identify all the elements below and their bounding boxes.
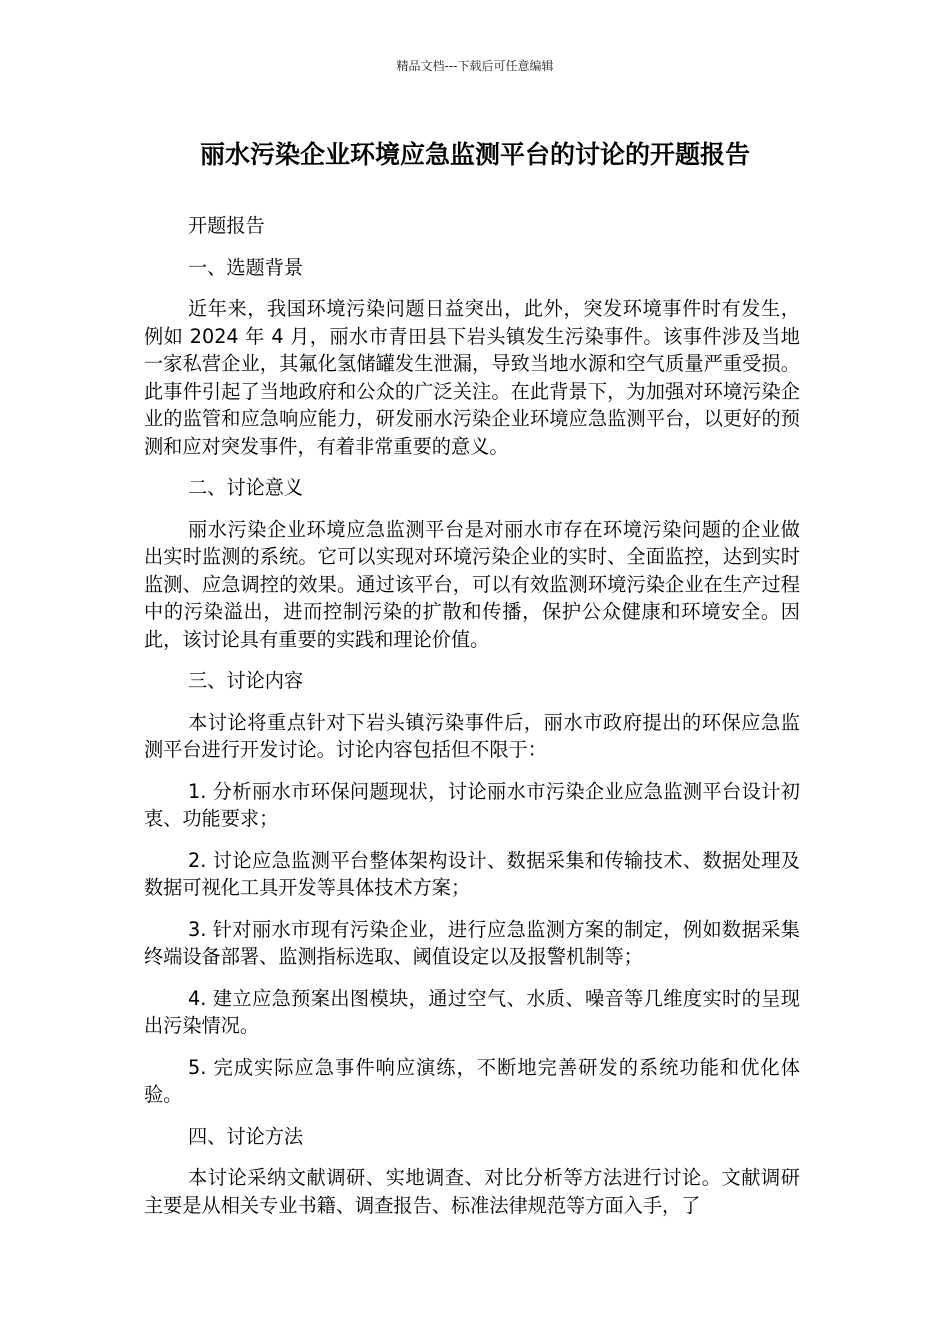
- section-heading-content: 三、讨论内容: [188, 669, 304, 692]
- list-item-4: 4. 建立应急预案出图模块，通过空气、水质、噪音等几维度实时的呈现出污染情况。: [144, 986, 800, 1037]
- section-heading-significance: 二、讨论意义: [188, 476, 304, 499]
- header-note: 精品文档---下载后可任意编辑: [396, 59, 554, 73]
- document-body: [144, 212, 800, 1233]
- report-label: 开题报告: [188, 214, 265, 237]
- section-heading-methods: 四、讨论方法: [188, 1124, 304, 1148]
- paragraph-significance: 丽水污染企业环境应急监测平台是对丽水市存在环境污染问题的企业做出实时监测的系统。它可以实现对环境污染企业的实时、全面监控，达到实时监测、应急调控的效果。通过该平台，可以有效监测环境污染企业在生产过程中的污染溢出，进而控制污染的扩散和传播，保护公众健康和环境安全。因此，该讨论具有重要的实践和理论价值。: [144, 517, 800, 651]
- section-heading-background: 一、选题背景: [188, 255, 304, 279]
- list-item-1: 1. 分析丽水市环保问题现状，讨论丽水市污染企业应急监测平台设计初衷、功能要求；: [144, 779, 800, 830]
- paragraph-content-intro: 本讨论将重点针对下岩头镇污染事件后，丽水市政府提出的环保应急监测平台进行开发讨论。讨论内容包括但不限于：: [144, 710, 800, 761]
- paragraph-methods: 本讨论采纳文献调研、实地调查、对比分析等方法进行讨论。文献调研主要是从相关专业书籍、调查报告、标准法律规范等方面入手，了: [144, 1166, 800, 1217]
- list-item-5: 5. 完成实际应急事件响应演练，不断地完善研发的系统功能和优化体验。: [144, 1055, 800, 1106]
- list-item-3: 3. 针对丽水市现有污染企业，进行应急监测方案的制定，例如数据采集终端设备部署、监测指标选取、阈值设定以及报警机制等；: [144, 917, 800, 968]
- paragraph-background: 近年来，我国环境污染问题日益突出，此外，突发环境事件时有发生，例如 2024 年 4 月，丽水市青田县下岩头镇发生污染事件。该事件涉及当地一家私营企业，其氟化氢储罐发生泄漏，导致当地水源和空气质量严重受损。此事件引起了当地政府和公众的广泛关注。在此背景下，为加强对环境污染企业的监管和应急响应能力，研发丽水污染企业环境应急监测平台，以更好的预测和应对突发事件，有着非常重要的意义。: [144, 297, 800, 458]
- document-title: 丽水污染企业环境应急监测平台的讨论的开题报告: [199, 140, 750, 169]
- list-item-2: 2. 讨论应急监测平台整体架构设计、数据采集和传输技术、数据处理及数据可视化工具开发等具体技术方案；: [144, 848, 800, 899]
